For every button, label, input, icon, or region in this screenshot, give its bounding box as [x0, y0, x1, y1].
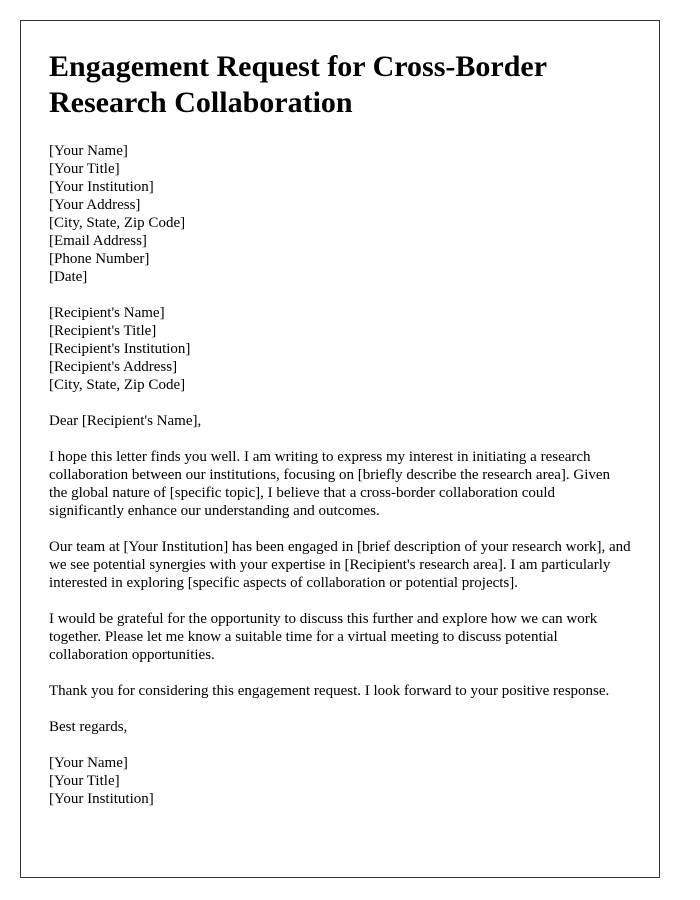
recipient-address-block	[49, 304, 631, 394]
sender-email: [Email Address]	[49, 233, 147, 249]
body-paragraph-2: Our team at [Your Institution] has been engaged in [brief description of your research work], and we see potential synergies with your expertise in [Recipient's research area]. I am particularly interested in exploring [specific aspects of collaboration or potential projects].	[49, 539, 631, 591]
recipient-city-state-zip: [City, State, Zip Code]	[49, 377, 186, 393]
sender-title: [Your Title]	[49, 161, 120, 177]
signature-block	[49, 754, 631, 808]
signature-institution: [Your Institution]	[49, 791, 154, 807]
letter-title: Engagement Request for Cross-Border Research Collaboration	[49, 50, 547, 119]
body-paragraph-3: I would be grateful for the opportunity to discuss this further and explore how we can work together. Please let me know a suitable time for a virtual meeting to discuss potential collaboration opportunities.	[49, 611, 598, 663]
body-paragraph-1: I hope this letter finds you well. I am writing to express my interest in initiating a research collaboration between our institutions, focusing on [briefly describe the research area]. Given the global nature of [specific topic], I believe that a cross-border collaboration could significantly enhance our understanding and outcomes.	[49, 449, 611, 519]
sender-institution: [Your Institution]	[49, 179, 154, 195]
recipient-title: [Recipient's Title]	[49, 323, 157, 339]
sender-address: [Your Address]	[49, 197, 141, 213]
signature-name: [Your Name]	[49, 755, 128, 771]
body-paragraph-4: Thank you for considering this engagement request. I look forward to your positive response.	[49, 683, 610, 699]
sender-address-block	[49, 142, 631, 286]
closing: Best regards,	[49, 719, 128, 735]
letter-page	[20, 20, 660, 878]
salutation: Dear [Recipient's Name],	[49, 413, 202, 429]
sender-name: [Your Name]	[49, 143, 128, 159]
letter-date: [Date]	[49, 269, 88, 285]
recipient-institution: [Recipient's Institution]	[49, 341, 191, 357]
signature-title: [Your Title]	[49, 773, 120, 789]
sender-phone: [Phone Number]	[49, 251, 150, 267]
recipient-address: [Recipient's Address]	[49, 359, 178, 375]
sender-city-state-zip: [City, State, Zip Code]	[49, 215, 186, 231]
recipient-name: [Recipient's Name]	[49, 305, 165, 321]
